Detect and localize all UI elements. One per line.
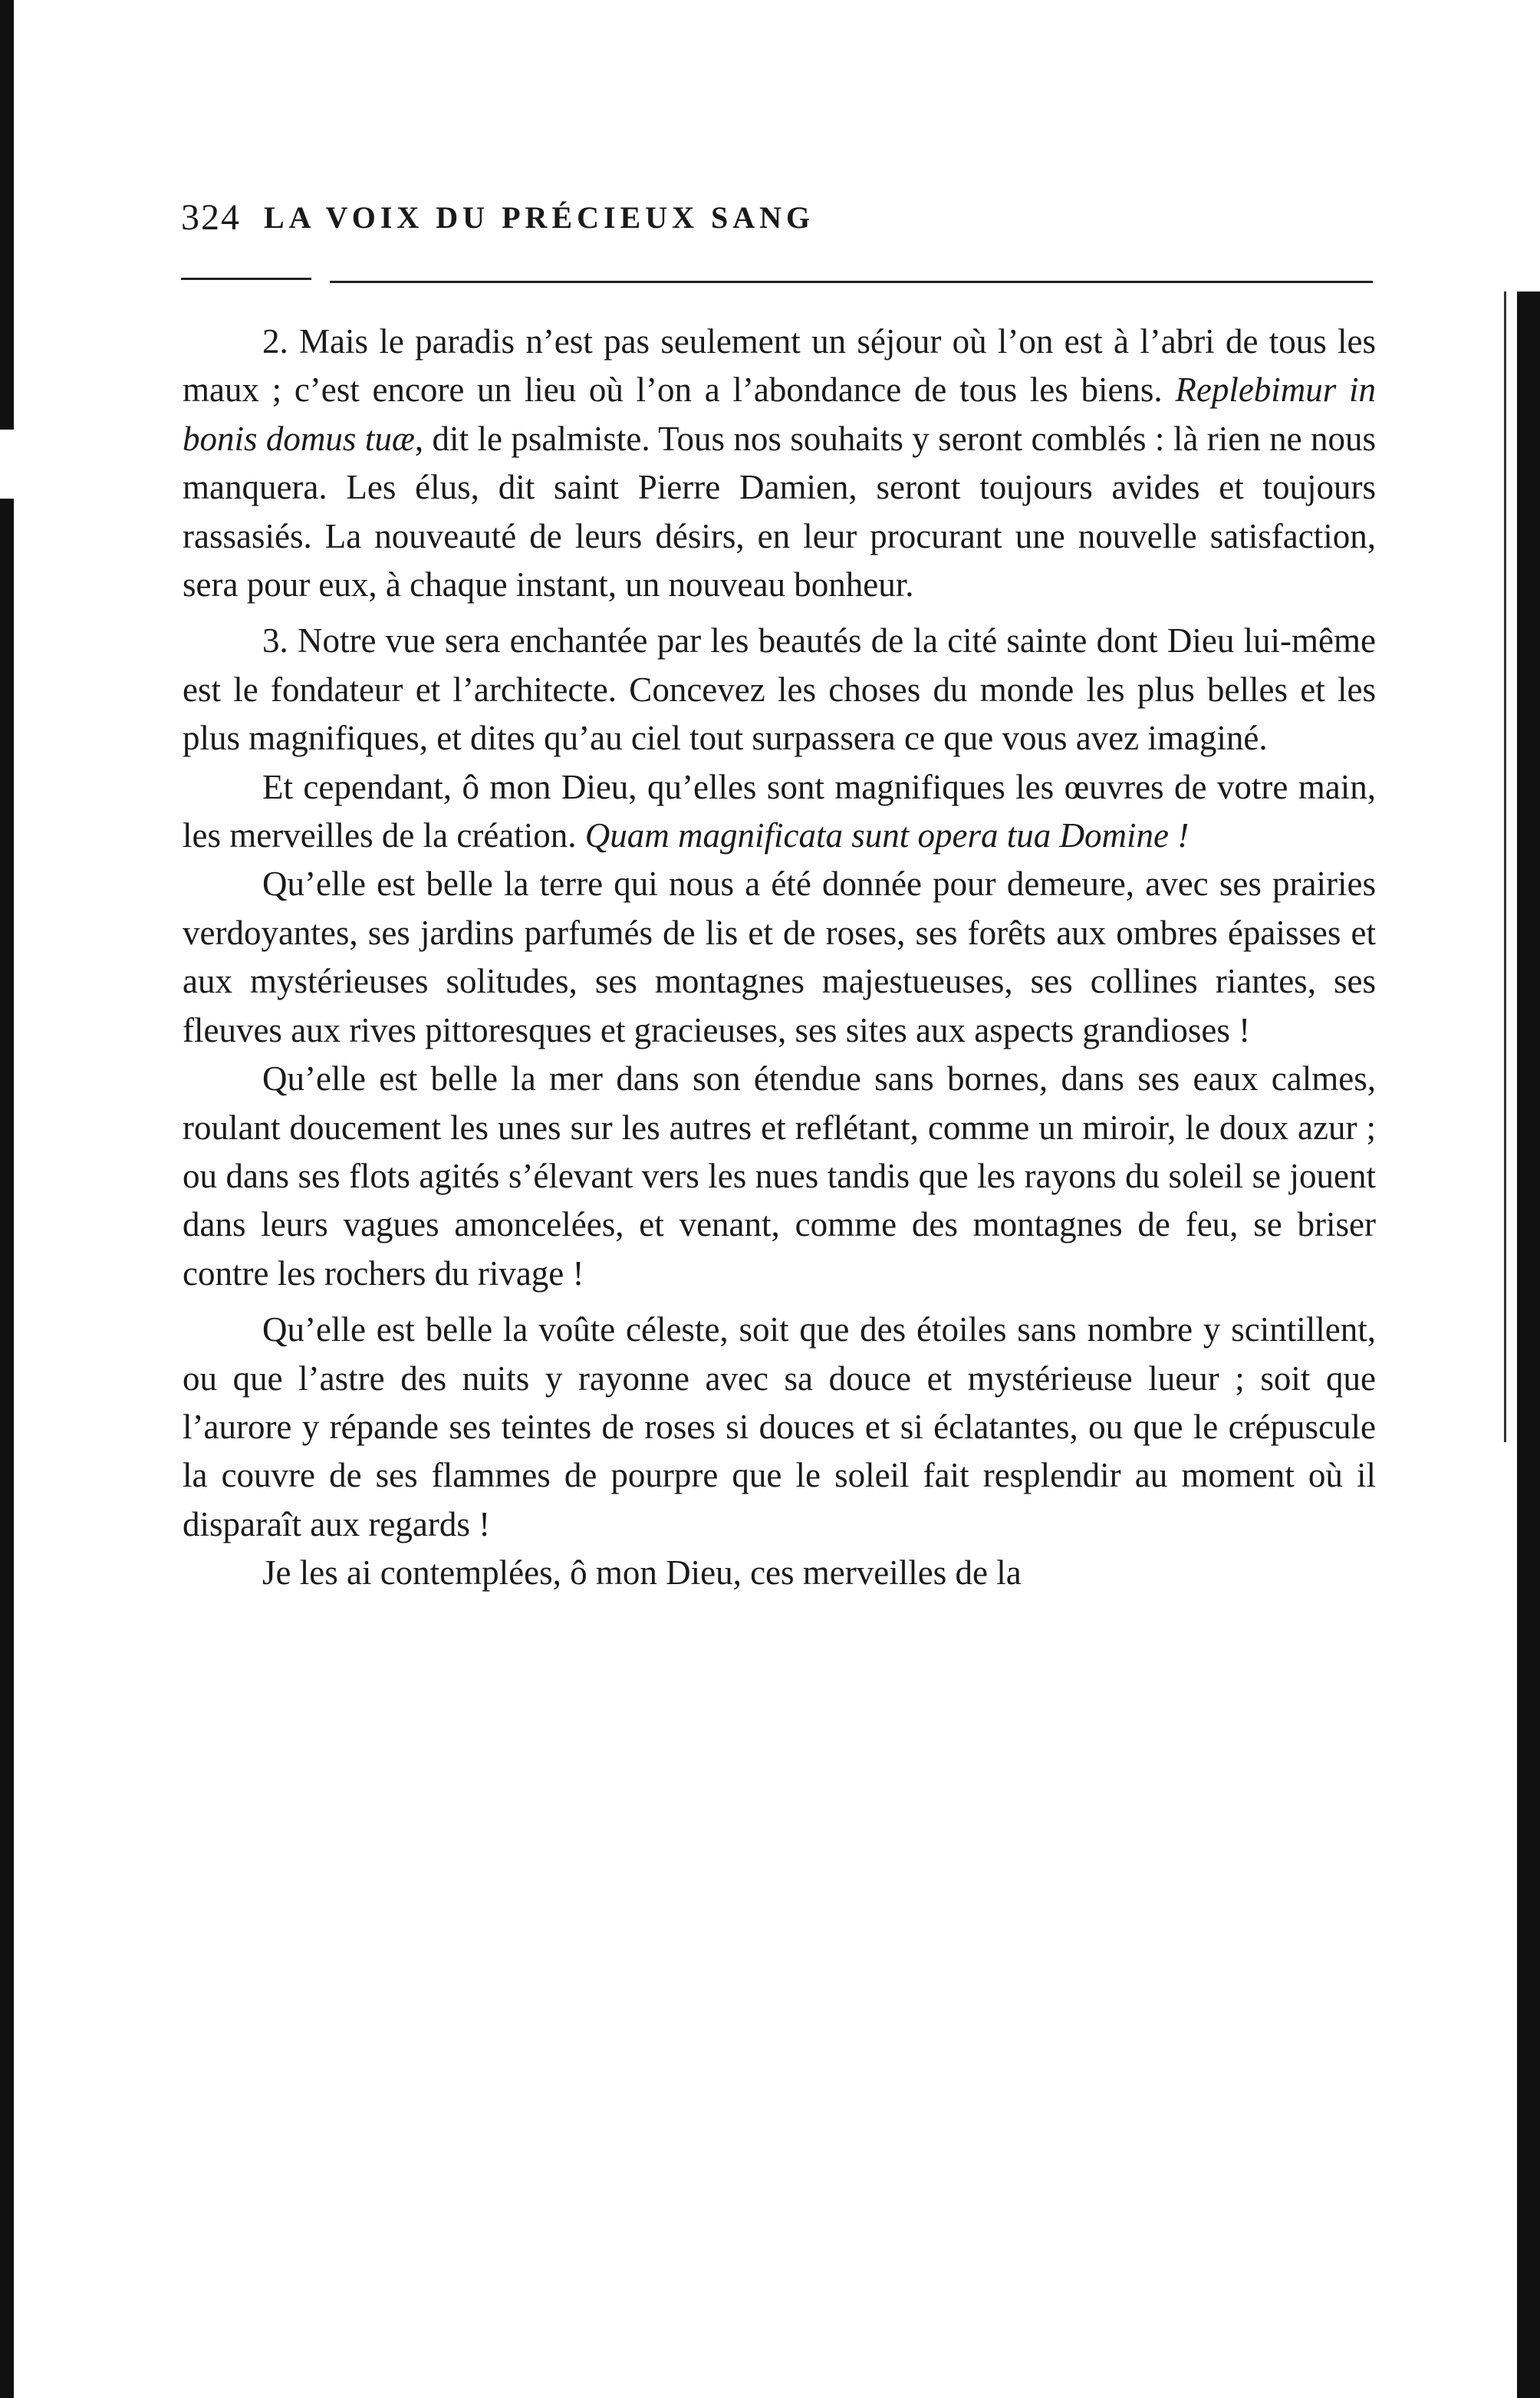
paragraph (183, 1306, 1376, 1549)
header-rule-short (181, 278, 311, 280)
page-number: 324 (181, 196, 241, 238)
paragraph-text: 3. Notre vue sera enchantée par les beautés de la cité sainte dont Dieu lui-même est le fondateur et l’architecte. Concevez les choses du monde les plus belles et les plus magnifiques, et dites qu’au ciel tout surpassera ce que vous avez imaginé. (183, 621, 1376, 758)
paragraph (183, 860, 1376, 1055)
page-right-edge-line (1504, 292, 1506, 1442)
paragraph-text: Qu’elle est belle la mer dans son étendue sans bornes, dans ses eaux calmes, roulant doucement les unes sur les autres et reflétant, comme un miroir, le doux azur ; ou dans ses flots agités s’élevant vers les nues tandis que les rayons du soleil se jouent dans leurs vagues amoncelées, et venant, comme des montagnes de feu, se briser contre les rochers du rivage ! (183, 1059, 1376, 1293)
paragraph-text: Qu’elle est belle la terre qui nous a été donnée pour demeure, avec ses prairies verdoyantes, ses jardins parfumés de lis et de roses, ses forêts aux ombres épaisses et aux mystérieuses solitudes, ses montagnes majestueuses, ses collines riantes, ses fleuves aux rives pittoresques et gracieuses, ses sites aux aspects grandioses ! (183, 865, 1376, 1049)
paragraph-text: Et cependant, ô mon Dieu, qu’elles sont magnifiques les œuvres de votre main, les merveilles de la création. (183, 767, 1376, 855)
paragraph-text: , dit le psalmiste. Tous nos souhaits y seront comblés : là rien ne nous manquera. Les élus, dit saint Pierre Damien, seront toujours avides et toujours rassasiés. La nouveauté de leurs désirs, en leur procurant une nouvelle satisfaction, sera pour eux, à chaque instant, un nouveau bonheur. (183, 419, 1376, 604)
paragraph-text: 2. Mais le paradis n’est pas seulement un séjour où l’on est à l’abri de tous les maux ; c’est encore un lieu où l’on a l’abondance de tous les biens. (183, 322, 1376, 410)
latin-quotation: Quam magnificata sunt opera tua Domine ! (584, 816, 1190, 855)
paragraph (183, 318, 1376, 609)
page-left-edge-gap (0, 430, 14, 499)
header-rule-long (330, 281, 1373, 283)
paragraph (183, 763, 1376, 861)
page-right-edge-shadow (1517, 292, 1540, 2398)
running-title: LA VOIX DU PRÉCIEUX SANG (264, 199, 815, 235)
paragraph (183, 617, 1376, 763)
latin-quotation: Replebimur in bonis domus tuæ (183, 371, 1376, 458)
paragraph (183, 1549, 1376, 1597)
page-left-edge-shadow (0, 0, 14, 2398)
paragraph-text: Qu’elle est belle la voûte céleste, soit que des étoiles sans nombre y scintillent, ou que l’astre des nuits y rayonne avec sa douce et mystérieuse lueur ; soit que l’aurore y répande ses teintes de roses si douces et si éclatantes, ou que le crépuscule la couvre de ses flammes de pourpre que le soleil fait resplendir au moment où il disparaît aux regards ! (183, 1310, 1376, 1543)
paragraph (183, 1055, 1376, 1298)
page-header (181, 190, 1377, 244)
body-text (183, 318, 1376, 1598)
paragraph-text: Je les ai contemplées, ô mon Dieu, ces merveilles de la (262, 1553, 1022, 1593)
